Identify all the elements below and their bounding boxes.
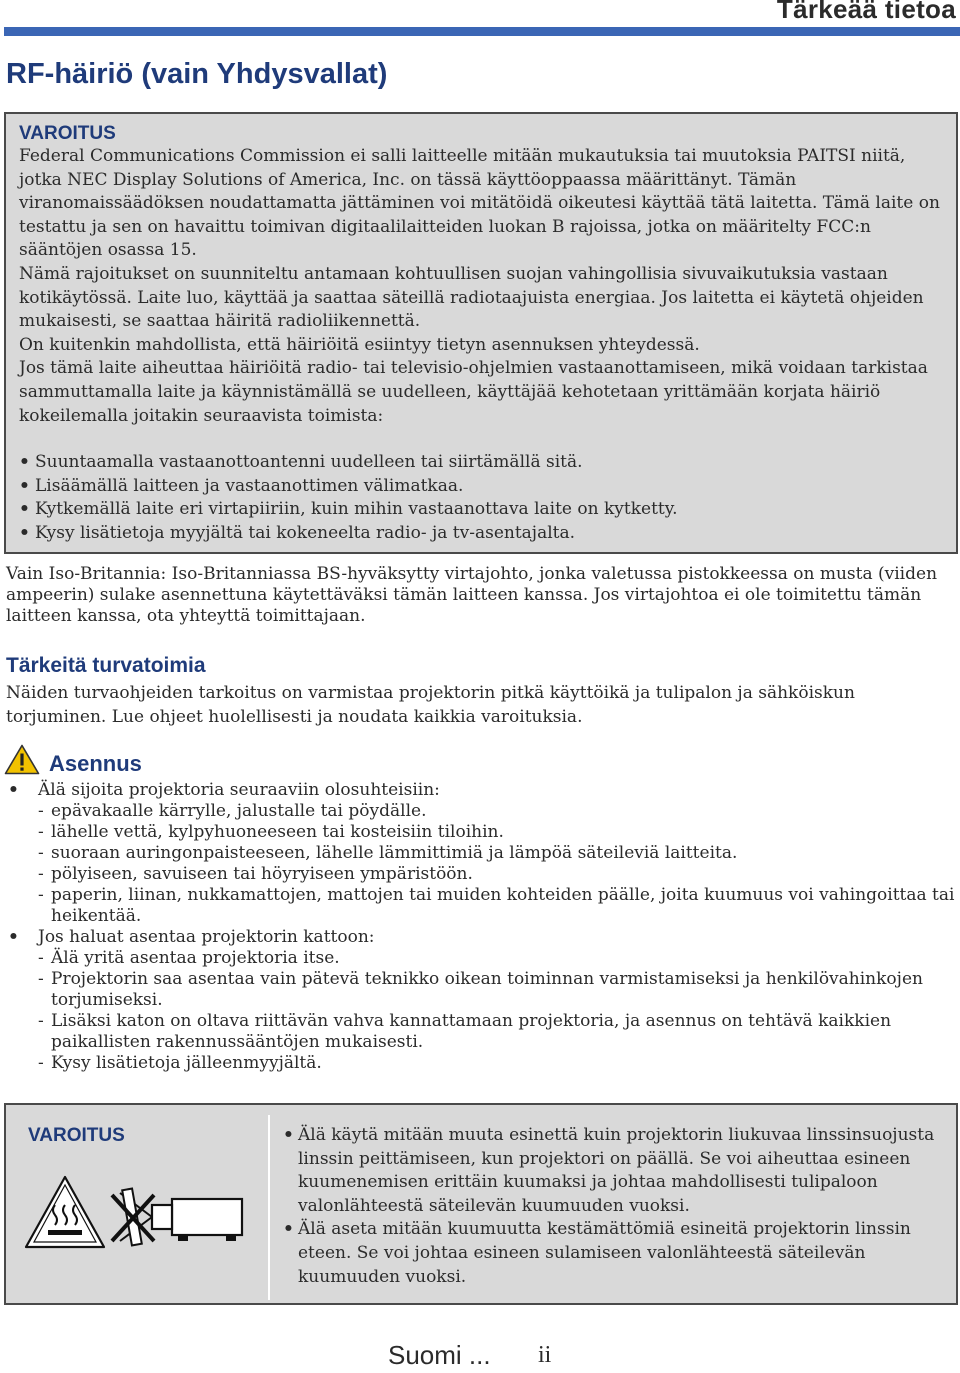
uk-power-cord-note: Vain Iso-Britannia: Iso-Britanniassa BS-hyväksytty virtajohto, jonka valetussa pistokkeessa on musta (viiden ampeerin) sulake asennettuna käytettäväksi tämän laitteen kanssa. Jos virtajohtoa ei ole toimitettu tämän laitteen kanssa, ota yhteyttä toimittajaan. bbox=[6, 564, 938, 626]
installation-subitem: - suoraan auringonpaisteeseen, lähelle lämmittimiä ja lämpöä säteileviä laitteita. bbox=[38, 843, 956, 864]
installation-heading bbox=[4, 744, 304, 778]
safety-section-title: Tärkeitä turvatoimia bbox=[6, 654, 206, 677]
footer-page-number: ii bbox=[538, 1342, 552, 1368]
footer-language: Suomi ... bbox=[388, 1340, 491, 1370]
lens-warning-item: • Älä käytä mitään muuta esinettä kuin projektorin liukuvaa linssinsuojusta linssin peittämiseen, kun projektori on päällä. Se voi aiheuttaa esineen kuumenemisen erittäin kuumaksi ja johtaa mahdollisesti tulipaloon valonlähteestä säteilevän kuumuuden vuoksi. bbox=[283, 1124, 943, 1218]
installation-item bbox=[6, 780, 956, 927]
lens-warning-item: • Älä aseta mitään kuumuutta kestämättömiä esineitä projektorin linssin eteen. Se voi johtaa esineen sulamiseen valonlähteestä säteilevän kuumuuden vuoksi. bbox=[283, 1218, 943, 1289]
no-blocking-lens-icon bbox=[112, 1189, 242, 1246]
page-header-title: Tärkeää tietoa bbox=[776, 0, 956, 24]
installation-item-text: Älä sijoita projektoria seuraaviin olosuhteisiin: bbox=[38, 780, 440, 800]
installation-item-text: Jos haluat asentaa projektorin kattoon: bbox=[38, 927, 375, 947]
installation-list bbox=[6, 780, 956, 1074]
rf-remedy-item: • Suuntaamalla vastaanottoantenni uudelleen tai siirtämällä sitä. bbox=[19, 451, 944, 475]
rf-warning-paragraph: Jos tämä laite aiheuttaa häiriöitä radio- tai televisio-ohjelmien vastaanottamiseen, mikä voidaan tarkistaa sammuttamalla laite ja käynnistämällä se uudelleen, käyttäjää kehotetaan yrittämään korjata häiriö kokeilemalla joitakin seuraavista toimista: bbox=[19, 358, 928, 426]
safety-intro: Näiden turvaohjeiden tarkoitus on varmistaa projektorin pitkä käyttöikä ja tulipalon ja sähköiskun torjuminen. Lue ohjeet huolellisesti ja noudata kaikkia varoituksia. bbox=[6, 683, 855, 727]
rf-warning-box bbox=[4, 112, 958, 554]
installation-subitem: - pölyiseen, savuiseen tai höyryiseen ympäristöön. bbox=[38, 864, 956, 885]
rf-warning-paragraph: Nämä rajoitukset on suunniteltu antamaan kohtuullisen suojan vahingollisia sivuvaikutuksia vastaan kotikäytössä. Laite luo, käyttää ja saattaa säteillä radiotaajuista energiaa. Jos laitetta ei käytetä ohjeiden mukaisesti, se saattaa häiritä radioliikennettä. bbox=[19, 263, 924, 332]
installation-subitem: - lähelle vettä, kylpyhuoneeseen tai kosteisiin tiloihin. bbox=[38, 822, 956, 843]
installation-subitem: - paperin, liinan, nukkamattojen, mattojen tai muiden kohteiden päälle, joita kuumuus voi vahingoittaa tai heikentää. bbox=[38, 885, 956, 927]
installation-subitem: - epävakaalle kärrylle, jalustalle tai pöydälle. bbox=[38, 801, 956, 822]
rf-warning-heading: VAROITUS bbox=[19, 123, 116, 144]
installation-sublist bbox=[38, 948, 956, 1074]
lens-warning-icons bbox=[24, 1175, 246, 1251]
rf-section-title: RF-häiriö (vain Yhdysvallat) bbox=[6, 58, 388, 90]
installation-item bbox=[6, 927, 956, 1074]
rf-warning-paragraph: Federal Communications Commission ei salli laitteelle mitään mukautuksia tai muutoksia PAITSI niitä, jotka NEC Display Solutions of America, Inc. on tässä käyttöoppaassa määrittänyt. Tämän viranomaissäädöksen noudattamatta jättäminen voi mitätöidä oikeutesi käyttää tätä laitetta. Tämä laite on testattu ja sen on havaittu toimivan digitaalilaitteiden luokan B rajoissa, jotka on määritelty FCC:n sääntöjen osassa 15. bbox=[19, 146, 940, 261]
rf-remedy-item: • Kytkemällä laite eri virtapiiriin, kuin mihin vastaanottava laite on kytketty. bbox=[19, 498, 944, 522]
header-rule bbox=[4, 27, 960, 36]
installation-title: Asennus bbox=[49, 751, 142, 776]
installation-subitem: - Lisäksi katon on oltava riittävän vahva kannattamaan projektoria, ja asennus on tehtävä kaikkien paikallisten rakennussääntöjen mukaisesti. bbox=[38, 1011, 956, 1053]
installation-subitem: - Projektorin saa asentaa vain pätevä teknikko oikean toiminnan varmistamiseksi ja henkilövahinkojen torjumiseksi. bbox=[38, 969, 956, 1011]
installation-sublist bbox=[38, 801, 956, 927]
lens-warning-heading: VAROITUS bbox=[28, 1125, 125, 1146]
installation-subitem: - Kysy lisätietoja jälleenmyyjältä. bbox=[38, 1053, 956, 1074]
rf-warning-paragraph: On kuitenkin mahdollista, että häiriöitä esiintyy tietyn asennuksen yhteydessä. bbox=[19, 334, 700, 355]
hot-surface-warning-icon bbox=[26, 1177, 104, 1247]
lens-warning-divider bbox=[268, 1115, 270, 1300]
installation-subitem: - Älä yritä asentaa projektoria itse. bbox=[38, 948, 956, 969]
warning-triangle-icon bbox=[4, 744, 40, 775]
lens-warning-list bbox=[283, 1124, 943, 1289]
rf-remedy-item: • Kysy lisätietoja myyjältä tai kokeneelta radio- ja tv-asentajalta. bbox=[19, 522, 944, 546]
rf-remedy-item: • Lisäämällä laitteen ja vastaanottimen välimatkaa. bbox=[19, 475, 944, 499]
rf-remedy-list bbox=[19, 451, 944, 545]
